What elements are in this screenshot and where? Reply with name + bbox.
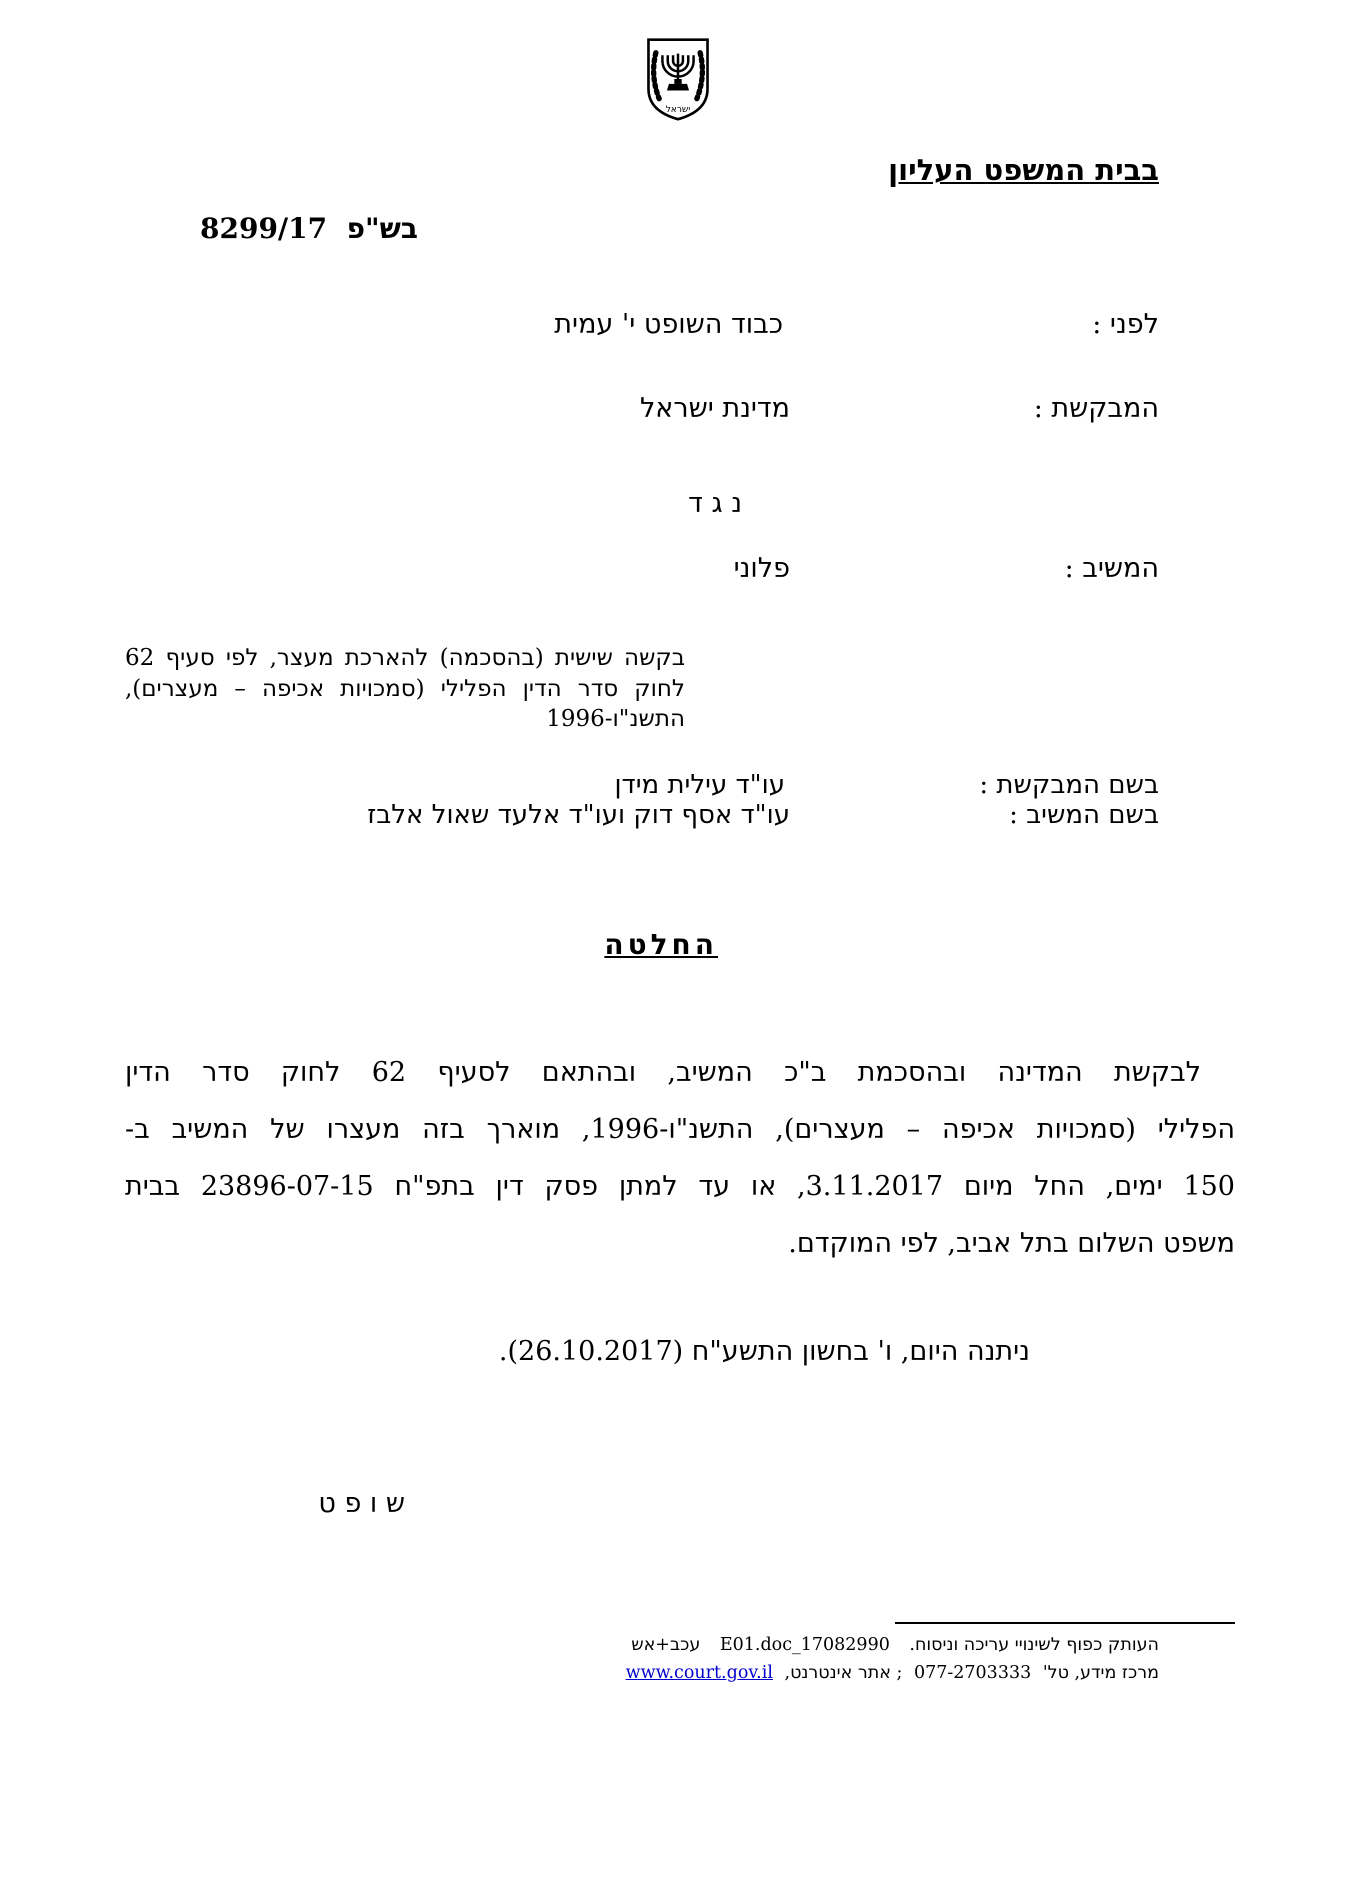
footer-site-label: ; אתר אינטרנט,: [784, 1663, 903, 1683]
judge-name: כבוד השופט י' עמית: [554, 309, 783, 340]
footer-divider: [895, 1622, 1235, 1624]
decision-line: לבקשת המדינה ובהסכמת ב"כ המשיב, ובהתאם לסעיף 62 לחוק סדר הדין: [125, 1057, 1201, 1088]
versus-text: נ ג ד: [688, 488, 742, 519]
court-website-link[interactable]: www.court.gov.il: [625, 1663, 773, 1683]
respondent-name: פלוני: [733, 553, 790, 584]
footer-editor-initials: עכב+אש: [631, 1635, 701, 1655]
respondent-counsel-name: עו"ד אסף דוק ועו"ד אלעד שאול אלבז: [367, 800, 790, 830]
request-line: בקשה שישית (בהסכמה) להארכת מעצר, לפי סעיף 62: [125, 645, 685, 671]
israel-state-emblem: [637, 36, 719, 122]
decision-line: 150 ימים, החל מיום 3.11.2017, או עד למתן פסק דין בתפ"ח 23896-07-15 בבית: [125, 1171, 1235, 1202]
court-name-header: בבית המשפט העליון: [888, 153, 1159, 187]
decision-heading: החלטה: [604, 928, 718, 961]
decision-body: [125, 1044, 1235, 1272]
decision-line: הפלילי (סמכויות אכיפה – מעצרים), התשנ"ו-1996, מוארך בזה מעצרו של המשיב ב-: [125, 1114, 1235, 1145]
footer-doc-name: 17082990_E01.doc: [719, 1635, 890, 1655]
request-line: לחוק סדר הדין הפלילי (סמכויות אכיפה – מעצרים),: [125, 675, 685, 702]
respondent-counsel-label: בשם המשיב :: [1009, 800, 1159, 830]
request-line: התשנ"ו-1996: [546, 706, 685, 732]
request-description: [125, 643, 685, 735]
respondent-label: המשיב :: [1064, 553, 1159, 584]
applicant-name: מדינת ישראל: [639, 393, 790, 424]
applicant-counsel-name: עו"ד עילית מידן: [614, 770, 785, 800]
emblem-caption: ישראל: [665, 104, 691, 115]
footer-phone-number: 077-2703333: [913, 1663, 1032, 1683]
footer-copy-line: [631, 1634, 1159, 1656]
footer-contact-line: [626, 1662, 1159, 1684]
decision-line: משפט השלום בתל אביב, לפי המוקדם.: [788, 1228, 1235, 1259]
case-number: בש"פ 8299/17: [200, 212, 418, 245]
applicant-counsel-label: בשם המבקשת :: [979, 770, 1159, 800]
applicant-label: המבקשת :: [1033, 393, 1159, 424]
judge-signature-title: ש ו פ ט: [318, 1488, 405, 1519]
before-label: לפני :: [1092, 309, 1159, 340]
menorah-icon: [637, 36, 719, 122]
footer-copy-note: העותק כפוף לשינויי עריכה וניסוח.: [909, 1635, 1159, 1655]
footer-info-prefix: מרכז מידע, טל': [1042, 1663, 1159, 1683]
decision-date-line: ניתנה היום, ו' בחשון התשע"ח (26.10.2017).: [498, 1336, 1030, 1367]
